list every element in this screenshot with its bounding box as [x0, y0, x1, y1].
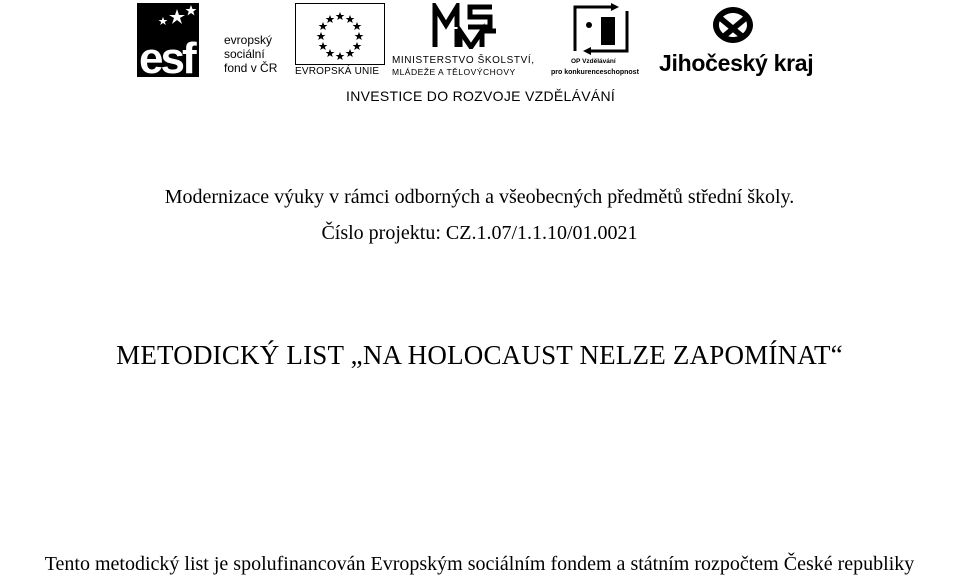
star-icon	[137, 3, 199, 33]
project-number: Číslo projektu: CZ.1.07/1.1.10/01.0021	[321, 222, 638, 244]
msmt-mark-icon	[432, 3, 498, 49]
investment-slogan: INVESTICE DO ROZVOJE VZDĚLÁVÁNÍ	[346, 88, 616, 104]
esf-caption	[224, 33, 277, 75]
op-line-1: OP Vzdělávání	[571, 58, 616, 65]
msmt-logo	[392, 3, 547, 77]
eu-flag-icon	[295, 3, 385, 65]
esf-mark	[137, 3, 199, 83]
eu-logo	[295, 3, 385, 77]
op-mark-icon	[571, 3, 631, 55]
project-title: Modernizace výuky v rámci odborných a všeobecných předmětů střední školy.	[164, 186, 795, 208]
esf-line-2: sociální	[224, 47, 265, 61]
region-logo	[659, 3, 827, 77]
op-line-2: pro konkurenceschopnost	[551, 69, 639, 76]
eu-label: EVROPSKÁ UNIE	[295, 66, 380, 77]
esf-logo	[137, 3, 289, 83]
sheet-title: METODICKÝ LIST „NA HOLOCAUST NELZE ZAPOMÍNAT“	[116, 340, 843, 370]
region-emblem-icon	[709, 5, 757, 45]
msmt-line-1: MINISTERSTVO ŠKOLSTVÍ,	[392, 55, 535, 66]
funding-note: Tento metodický list je spolufinancován Evropským sociálním fondem a státním rozpočtem České republiky	[44, 553, 915, 575]
esf-line-1: evropský	[224, 33, 273, 47]
op-logo	[551, 3, 649, 77]
esf-line-3: fond v ČR	[224, 61, 278, 75]
esf-mark-text: esf	[139, 34, 194, 83]
region-label: Jihočeský kraj	[659, 50, 814, 76]
msmt-line-2: MLÁDEŽE A TĚLOVÝCHOVY	[392, 67, 516, 77]
